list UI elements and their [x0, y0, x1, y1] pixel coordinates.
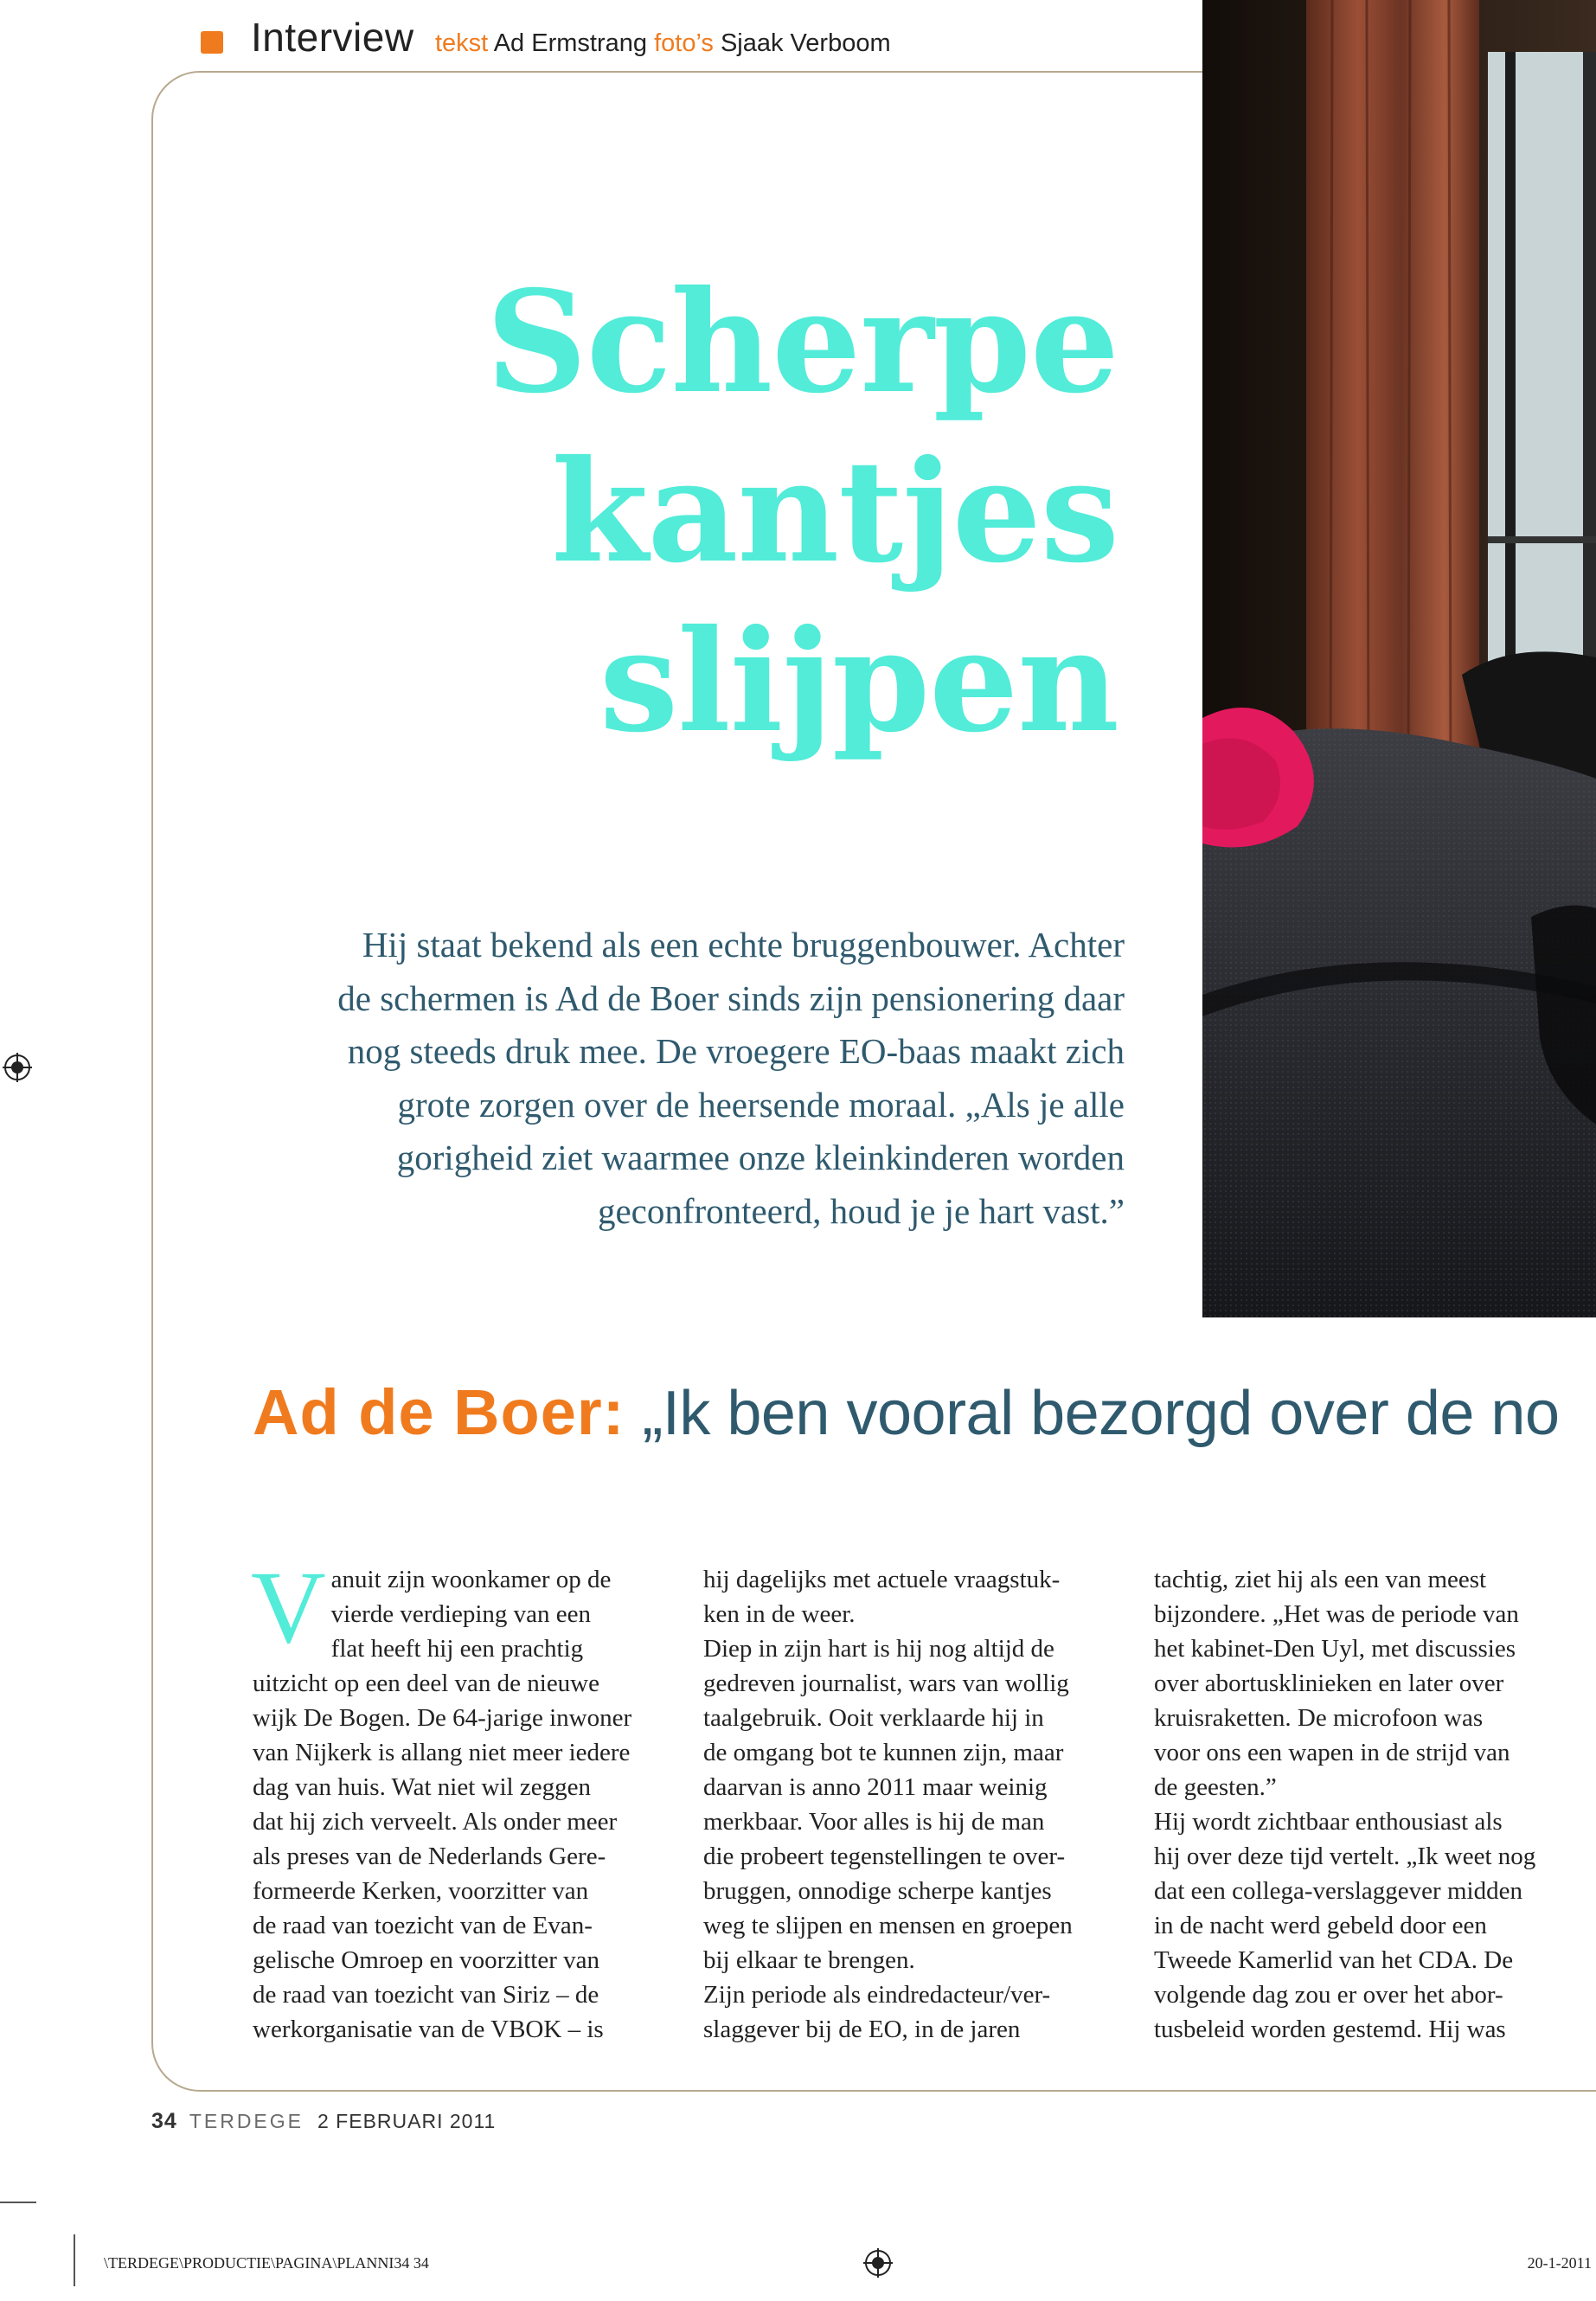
body-line: anuit zijn woonkamer op de — [330, 1566, 612, 1593]
lead-line: geconfronteerd, houd je je hart vast.” — [597, 1190, 1125, 1231]
body-line: Zijn periode als eindredacteur/ver- — [703, 1981, 1051, 2009]
title-line: Scherpe — [485, 260, 1118, 425]
body-line: hij dagelijks met actuele vraagstuk- — [703, 1566, 1061, 1593]
body-line: slaggever bij de EO, in de jaren — [703, 2016, 1021, 2043]
page-number: 34 — [151, 2109, 177, 2133]
lead-line: de schermen is Ad de Boer sinds zijn pensionering daar — [337, 977, 1125, 1018]
credit-text-name: Ad Ermstrang — [493, 29, 648, 57]
body-line: tachtig, ziet hij als een van meest — [1154, 1566, 1487, 1593]
body-line: gelische Omroep en voorzitter van — [253, 1946, 600, 1974]
article-headline — [253, 1375, 1560, 1449]
section-label: Interview — [251, 15, 414, 60]
crop-mark — [74, 2234, 75, 2286]
registration-mark-icon — [863, 2248, 893, 2278]
credit-photo-name: Sjaak Verboom — [720, 29, 891, 57]
interior-photo-illustration — [1202, 0, 1596, 1317]
crop-mark — [0, 2202, 36, 2203]
print-slug-date: 20-1-2011 — [1527, 2254, 1592, 2272]
body-line: merkbaar. Voor alles is hij de man — [703, 1808, 1045, 1836]
title-line: kantjes — [551, 430, 1118, 594]
body-line: vierde verdieping van een — [330, 1600, 592, 1628]
body-line: formeerde Kerken, voorzitter van — [253, 1877, 589, 1905]
body-line: werkorganisatie van de VBOK – is — [253, 2016, 604, 2043]
body-line: daarvan is anno 2011 maar weinig — [703, 1773, 1048, 1801]
body-line: Hij wordt zichtbaar enthousiast als — [1154, 1808, 1503, 1836]
body-line: het kabinet-Den Uyl, met discussies — [1154, 1635, 1516, 1663]
lead-line: Hij staat bekend als een echte bruggenbouwer. Achter — [362, 925, 1125, 965]
body-line: de geesten.” — [1154, 1773, 1277, 1801]
drop-cap: V — [251, 1549, 326, 1664]
body-line: wijk De Bogen. De 64-jarige inwoner — [253, 1704, 632, 1732]
body-line: flat heeft hij een prachtig — [330, 1635, 584, 1663]
headline-name: Ad de Boer: — [253, 1376, 625, 1448]
article-title — [486, 258, 1118, 766]
body-line: bij elkaar te brengen. — [703, 1946, 915, 1974]
body-line: dag van huis. Wat niet wil zeggen — [253, 1773, 591, 1801]
body-column-1 — [251, 1549, 668, 2047]
print-slug-path: \TERDEGE\PRODUCTIE\PAGINA\PLANNI34 34 — [104, 2254, 429, 2272]
body-line: Diep in zijn hart is hij nog altijd de — [703, 1635, 1054, 1663]
article-lead — [173, 919, 1125, 1238]
body-line: in de nacht werd gebeld door een — [1154, 1912, 1487, 1939]
body-line: de raad van toezicht van de Evan- — [253, 1912, 593, 1939]
body-line: uitzicht op een deel van de nieuwe — [253, 1670, 600, 1697]
headline-quote: „Ik ben vooral bezorgd over de no — [642, 1379, 1560, 1448]
body-line: de omgang bot te kunnen zijn, maar — [703, 1739, 1064, 1766]
body-column-3 — [1154, 1562, 1569, 2047]
body-line: kruisraketten. De microfoon was — [1154, 1704, 1484, 1732]
body-line: van Nijkerk is allang niet meer iedere — [253, 1739, 631, 1766]
body-line: ken in de weer. — [703, 1600, 856, 1628]
body-line: als preses van de Nederlands Gere- — [253, 1843, 606, 1870]
body-line: taalgebruik. Ooit verklaarde hij in — [703, 1704, 1044, 1732]
body-line: voor ons een wapen in de strijd van — [1154, 1739, 1510, 1766]
credits-line — [435, 29, 891, 58]
body-line: dat een collega-verslaggever midden — [1154, 1877, 1522, 1905]
body-column-2 — [703, 1562, 1118, 2047]
body-line: die probeert tegenstellingen te over- — [703, 1843, 1066, 1870]
lead-line: nog steeds druk mee. De vroegere EO-baas maakt zich — [347, 1031, 1125, 1071]
body-line: dat hij zich verveelt. Als onder meer — [253, 1808, 618, 1836]
lead-line: gorigheid ziet waarmee onze kleinkinderen worden — [396, 1138, 1125, 1177]
body-line: over abortusklinieken en later over — [1154, 1670, 1504, 1697]
title-line: slijpen — [599, 599, 1118, 764]
body-line: bijzondere. „Het was de periode van — [1154, 1600, 1519, 1628]
lead-line: grote zorgen over de heersende moraal. „Als je alle — [397, 1084, 1125, 1125]
body-line: volgende dag zou er over het abor- — [1154, 1981, 1503, 2009]
body-line: hij over deze tijd vertelt. „Ik weet nog — [1154, 1843, 1536, 1870]
page-footer — [151, 2109, 496, 2134]
body-line: tusbeleid worden gestemd. Hij was — [1154, 2016, 1506, 2043]
credit-text-label: tekst — [435, 29, 489, 57]
magazine-name: TERDEGE — [189, 2110, 304, 2132]
registration-mark-icon — [3, 1053, 32, 1082]
section-marker-square — [201, 31, 223, 54]
credit-photo-label: foto’s — [654, 29, 714, 57]
body-line: Tweede Kamerlid van het CDA. De — [1154, 1946, 1514, 1974]
body-line: de raad van toezicht van Siriz – de — [253, 1981, 599, 2009]
issue-date: 2 FEBRUARI 2011 — [317, 2110, 497, 2132]
body-line: weg te slijpen en mensen en groepen — [703, 1912, 1073, 1939]
interior-photo — [1202, 0, 1596, 1317]
body-line: gedreven journalist, wars van wollig — [703, 1670, 1069, 1697]
body-line: bruggen, onnodige scherpe kantjes — [703, 1877, 1052, 1905]
